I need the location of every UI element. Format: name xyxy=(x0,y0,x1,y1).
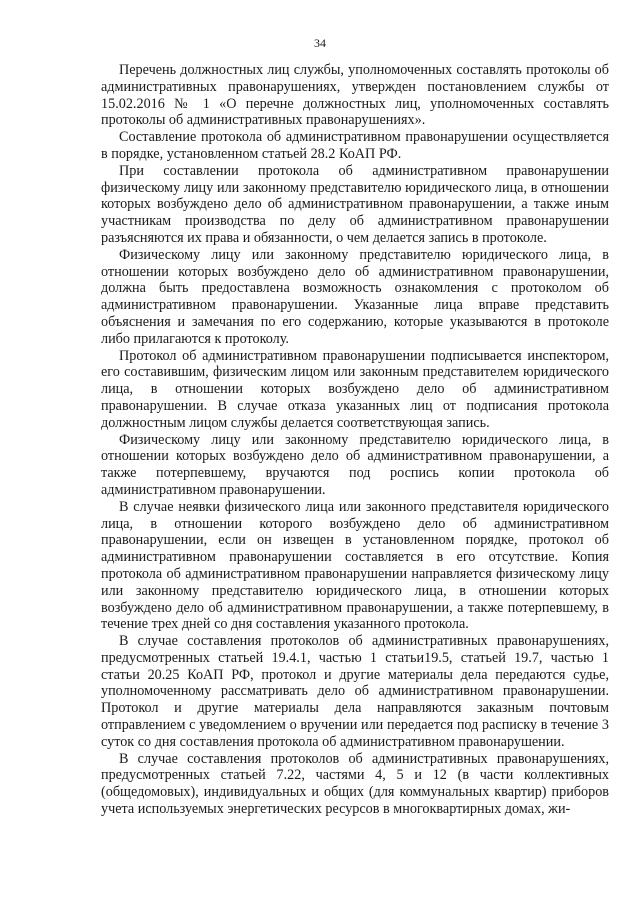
paragraph: В случае неявки физического лица или законного представителя юридического лица, в отношении которого возбуждено дело об административном правонарушении, если он извещен в установленном порядке, протокол об административном правонарушении составляется в его отсутствие. Копия протокола об административном правонарушении направляется физическому лицу или законному представителю юридического лица, в отношении которых возбуждено дело об административном правонарушении, а также потерпевшему, в течение трех дней со дня составления указанного протокола. xyxy=(101,498,609,633)
page-number: 34 xyxy=(314,36,326,50)
paragraph: При составлении протокола об административном правонарушении физическому лицу или законному представителю юридического лица, в отношении которых возбуждено дело об административном правонарушении, а также иным участникам производства по делу об административном правонарушении разъясняются их права и обязанности, о чем делается запись в протоколе. xyxy=(101,162,609,246)
paragraph: Физическому лицу или законному представителю юридического лица, в отношении которых возбуждено дело об административном правонарушении, а также потерпевшему, вручаются под роспись копии протокола об административном правонарушении. xyxy=(101,431,609,498)
paragraph: Составление протокола об административном правонарушении осуществляется в порядке, установленном статьей 28.2 КоАП РФ. xyxy=(101,129,609,162)
paragraph: В случае составления протоколов об административных правонарушениях, предусмотренных статьей 7.22, частями 4, 5 и 12 (в части коллективных (общедомовых), индивидуальных и общих (для коммунальных квартир) приборов учета используемых энергетических ресурсов в многоквартирных домах, жи- xyxy=(101,750,609,818)
paragraph: В случае составления протоколов об административных правонарушениях, предусмотренных статьей 19.4.1, частью 1 статьи19.5, статьей 19.7, частью 1 статьи 20.25 КоАП РФ, протокол и другие материалы дела передаются судье, уполномоченному рассматривать дело об административном правонарушении. Протокол и другие материалы дела направляются заказным почтовым отправлением с уведомлением о вручении или передается под расписку в течение 3 суток со дня составления протокола об административном правонарушении. xyxy=(101,633,609,750)
paragraph: Перечень должностных лиц службы, уполномоченных составлять протоколы об административных правонарушениях, утвержден постановлением службы от 15.02.2016 № 1 «О перечне должностных лиц, уполномоченных составлять протоколы об административных правонарушениях». xyxy=(101,62,609,129)
document-body xyxy=(101,62,609,818)
paragraph: Физическому лицу или законному представителю юридического лица, в отношении которых возбуждено дело об административном правонарушении, должна быть предоставлена возможность ознакомления с протоколом об административном правонарушении. Указанные лица вправе представить объяснения и замечания по его содержанию, которые указываются в протоколе либо прилагаются к протоколу. xyxy=(101,246,609,347)
paragraph: Протокол об административном правонарушении подписывается инспектором, его составившим, физическим лицом или законным представителем юридического лица, в отношении которых возбуждено дело об административном правонарушении. В случае отказа указанных лиц от подписания протокола должностным лицом службы делается соответствующая запись. xyxy=(101,347,609,431)
